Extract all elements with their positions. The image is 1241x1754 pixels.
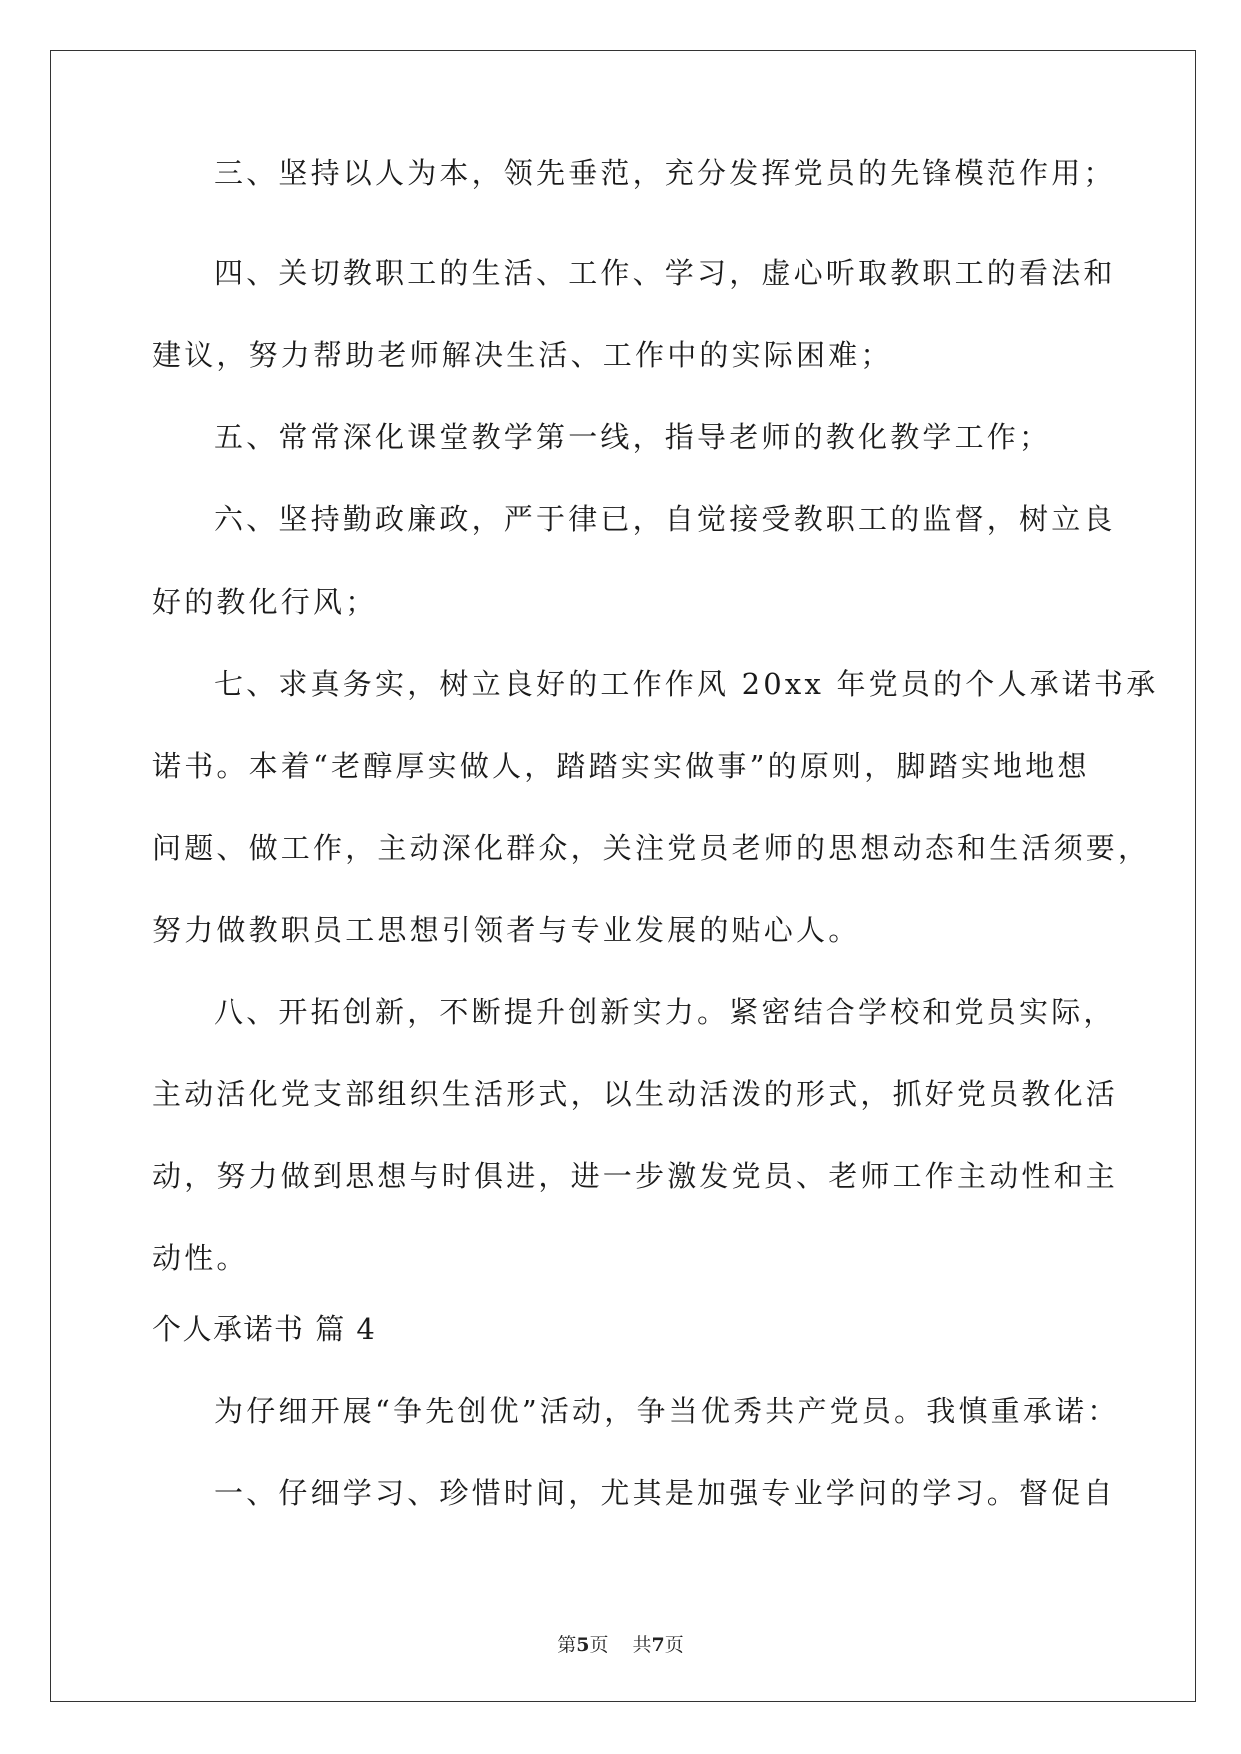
text-line: 动，努力做到思想与时俱进，进一步激发党员、老师工作主动性和主 [152,1159,1119,1193]
text-line: 为仔细开展“争先创优”活动，争当优秀共产党员。我慎重承诺： [214,1394,1120,1428]
text-line: 五、常常深化课堂教学第一线，指导老师的教化教学工作； [214,420,1052,454]
footer-page-mid: 页 [589,1634,609,1656]
text-line: 主动活化党支部组织生活形式，以生动活泼的形式，抓好党员教化活 [152,1077,1119,1111]
text-line: 问题、做工作，主动深化群众，关注党员老师的思想动态和生活须要， [152,831,1151,865]
text-line: 四、关切教职工的生活、工作、学习，虚心听取教职工的看法和 [214,256,1116,290]
text-line: 六、坚持勤政廉政，严于律已，自觉接受教职工的监督，树立良 [214,502,1116,536]
text-line: 动性。 [152,1241,249,1275]
page-border [50,50,1196,1702]
text-line: 努力做教职员工思想引领者与专业发展的贴心人。 [152,913,861,947]
footer-page-prefix: 第 [557,1634,577,1656]
text-line: 三、坚持以人为本，领先垂范，充分发挥党员的先锋模范作用； [214,156,1116,190]
section-heading: 个人承诺书 篇 4 [152,1312,377,1346]
text-line: 建议，努力帮助老师解决生活、工作中的实际困难； [152,338,893,372]
footer-page-current: 5 [576,1634,590,1656]
text-line: 一、仔细学习、珍惜时间，尤其是加强专业学问的学习。督促自 [214,1476,1116,1510]
text-line: 好的教化行风； [152,585,378,619]
footer-page-total: 7 [651,1634,665,1656]
text-line: 诺书。本着“老醇厚实做人，踏踏实实做事”的原则，脚踏实地地想 [152,749,1090,783]
text-line: 八、开拓创新，不断提升创新实力。紧密结合学校和党员实际， [214,995,1116,1029]
footer-total-suffix: 页 [664,1634,684,1656]
text-line: 七、求真务实，树立良好的工作作风 20xx 年党员的个人承诺书承 [214,667,1159,701]
footer-total-prefix: 共 [632,1634,652,1656]
page-footer [0,1630,1241,1657]
